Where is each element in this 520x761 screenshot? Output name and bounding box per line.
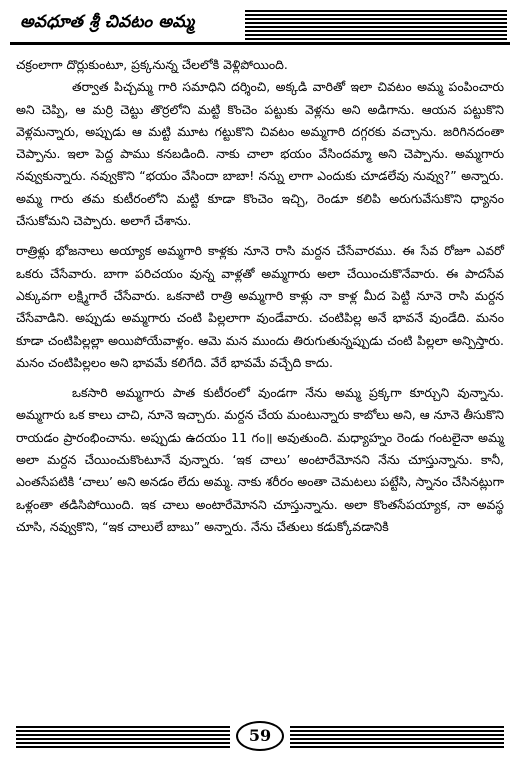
paragraph: రాత్రిళ్లు భోజనాలు అయ్యాక అమ్మగారి కాళ్లకు నూనె రాసి మర్దన చేసేవారము. ఈ సేవ రోజూ ఎవరో ఒకరు చేసేవారు. బాగా పరిచయం వున్న వాళ్లతో అమ్మగారు అలా చేయించుకొనేవారు. ఈ పాదసేవ ఎక్కువగా లక్ష్మిగారే చేసేవారు. ఒకనాటి రాత్రి అమ్మగారి కాళ్లు నా కాళ్ల మీద పెట్టి నూనె రాసి మర్దన చేసేవాడిని. అప్పుడు అమ్మగారు చంటి పిల్లలాగా వుండేవారు. చంటిపిల్ల అనే భావనే వుండేది. మనం కూడా చంటిపిల్లల్లా అయిపోయేవాళ్లం. ఆమె మన ముందు తిరుగుతున్నప్పుడు చంటి పిల్లలా అన్పిస్తారు. మనం చంటిపిల్లలం అని భావమే కలిగేది. వేరే భావమే వచ్చేది కాదు. xyxy=(16,243,504,370)
header-divider xyxy=(10,42,510,45)
page-footer xyxy=(10,716,510,756)
header-ornament-lines xyxy=(245,10,507,40)
page-body xyxy=(16,54,504,538)
footer-ornament-lines-left xyxy=(16,726,230,748)
footer-ornament-lines-right xyxy=(290,726,504,748)
running-header xyxy=(10,6,510,46)
page-number: 59 xyxy=(236,721,284,751)
paragraph: ఒకసారి అమ్మగారు పాత కుటీరంలో వుండగా నేను అమ్మ ప్రక్కగా కూర్చుని వున్నాను. అమ్మగారు ఒక కాలు చాచి, నూనె ఇచ్చారు. మర్దన చేయ మంటున్నారు కాబోలు అని, ఆ నూనె తీసుకొని రాయడం ప్రారంభించాను. అప్పుడు ఉదయం 11 గం॥ అవుతుంది. మధ్యాహ్నం రెండు గంటలైనా అమ్మ అలా మర్దన చేయించుకొంటూనే వున్నారు. ‘ఇక చాలు’ అంటారేమోనని నేను చూస్తున్నాను. కానీ, ఎంతసేపటికి ‘చాలు’ అని అనడం లేదు అమ్మ. నాకు శరీరం అంతా చెమటలు పట్టేసి, స్నానం చేసినట్లుగా ఒళ్లంతా తడిసిపోయింది. ఇక చాలు అంటారేమోనని చూస్తున్నాను. అలా కొంతసేపయ్యాక, నా అవస్థ చూసి, నవ్వుకొని, “ఇక చాలులే బాబు” అన్నారు. నేను చేతులు కడుక్కోవడానికి xyxy=(16,385,504,534)
paragraph: తర్వాత పిచ్చమ్మ గారి సమాధిని దర్శించి, అక్కడి వారితో ఇలా చివటం అమ్మ పంపించారు అని చెప్పి, ఆ మర్రి చెట్టు తొర్రలోని మట్టి కొంచెం పట్టుకు వెళ్లను అని అడిగాను. ఆయన పట్టుకొని వెళ్లమన్నారు, అప్పుడు ఆ మట్టి మూట గట్టుకొని చివటం అమ్మగారి దగ్గరకు వచ్చాను. జరిగినదంతా చెప్పాను. ఇలా పెద్ద పాము కనబడింది. నాకు చాలా భయం వేసిందమ్మా అని చెప్పాను. అమ్మగారు నవ్వుకున్నారు. నవ్వుకొని “భయం వేసిందా బాబా! నన్ను లాగా ఎందుకు చూడలేవు నువ్వు?” అన్నారు. అమ్మ గారు తమ కుటీరంలోని మట్టి కూడా కొంచెం ఇచ్చి, రెండూ కలిపి అరుగువేసుకొని ధ్యానం చేసుకోమని చెప్పారు. అలాగే చేశాను. xyxy=(16,79,504,229)
paragraph-continuation: చక్రంలాగా దొర్లుకుంటూ, ప్రక్కనున్న చేలలోకి వెళ్లిపోయింది. xyxy=(16,57,288,72)
book-title: అవధూత శ్రీ చివటం అమ్మ xyxy=(20,12,195,32)
